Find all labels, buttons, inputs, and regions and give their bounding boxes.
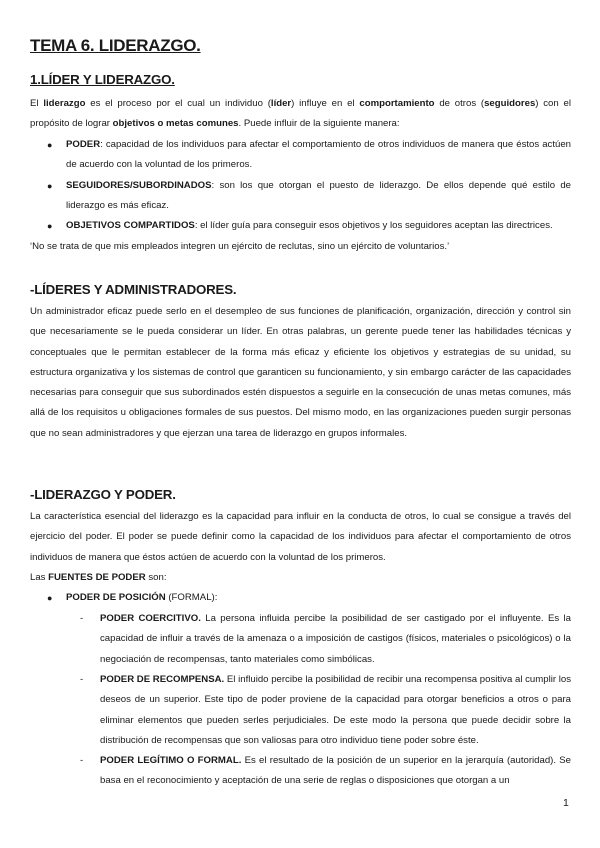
quote-line: ‘No se trata de que mis empleados integren un ejército de reclutas, sino un ejército de voluntarios.’ [30,241,450,252]
section-heading-lideres-administradores: -LÍDERES Y ADMINISTRADORES. [30,282,237,297]
paragraph-lideres-administradores: Un administrador eficaz puede serlo en el desempleo de sus funciones de planificación, organización, dirección y control sin que necesariamente se le pueda considerar un líder. En otras palabras, un gerente puede tener las habilidades técnicas y conceptuales que le permitan establecer de la forma más eficaz y eficiente los objetivos y estrategias de su unidad, su estructura organizativa y los sistemas de control que garanticen su funcionamiento, y sin embargo carácter de las capacidades necesarias para conseguir que sus subordinados estén dispuestos a seguirle en la consecución de unas metas comunes, más allá de los requisitos u obligaciones formales de sus puestos. Del mismo modo, en las organizaciones pueden surgir personas que no sean administradores y que ejerzan una tarea de liderazgo en grupos informales. [30,306,571,439]
dash-marker: - [80,613,84,624]
document-title: TEMA 6. LIDERAZGO. [30,36,201,55]
dash-poder-coercitivo: PODER COERCITIVO. La persona influida percibe la posibilidad de ser castigado por el influyente. Es la capacidad de influir a través de la amenaza o a imposición de castigos (físicos, materiales o psicológicos) o la negociación de recompensas, tanto materiales como simbólicas. [100,613,572,665]
dash-poder-recompensa: PODER DE RECOMPENSA. El influido percibe la posibilidad de recibir una recompensa positiva al cumplir los deseos de un superior. Este tipo de poder proviene de la capacidad para otorgar beneficios a otros o para eliminar elementos que pueden serles perjudiciales. De este modo la persona que puede decidir sobre la distribución de recompensas que son valiosas para otro individuo tiene poder sobre éste. [100,674,571,746]
paragraph-liderazgo-poder: La característica esencial del liderazgo es la capacidad para influir en la conducta de otros, lo cual se consigue a través del ejercicio del poder. El poder se puede definir como la capacidad de los individuos para afectar el comportamiento de otros individuos de manera que éstos actúen de acuerdo con la voluntad de los primeros. [30,511,571,563]
fuentes-line: Las FUENTES DE PODER son: [30,572,167,583]
bullet-marker: ● [47,140,53,150]
bullet-objetivos: OBJETIVOS COMPARTIDOS: el líder guía para conseguir esos objetivos y los seguidores aceptan las directrices. [66,220,553,231]
bullet-marker: ● [47,221,53,231]
page-number: 1 [563,797,569,809]
bullet-marker: ● [47,593,53,603]
dash-marker: - [80,755,84,766]
intro-paragraph: El liderazgo es el proceso por el cual un individuo (líder) influye en el comportamiento de otros (seguidores) con el propósito de lograr objetivos o metas comunes. Puede influir de la siguiente manera: [30,98,571,130]
section-heading-liderazgo-poder: -LIDERAZGO Y PODER. [30,487,176,502]
bullet-poder-posicion: PODER DE POSICIÓN (FORMAL): [66,592,218,603]
dash-poder-legitimo: PODER LEGÍTIMO O FORMAL. Es el resultado de la posición de un superior en la jerarquía (autoridad). Se basa en el reconocimiento y aceptación de una serie de reglas o disposiciones que otorgan a un [100,755,571,787]
bullet-seguidores: SEGUIDORES/SUBORDINADOS: son los que otorgan el puesto de liderazgo. De ellos depende qué estilo de liderazgo es más eficaz. [66,180,571,212]
dash-marker: - [80,674,84,685]
bullet-poder: PODER: capacidad de los individuos para afectar el comportamiento de otros individuos de manera que éstos actúen de acuerdo con la voluntad de los primeros. [66,139,571,171]
bullet-marker: ● [47,181,53,191]
section-heading-lider: 1.LÍDER Y LIDERAZGO. [30,72,175,87]
